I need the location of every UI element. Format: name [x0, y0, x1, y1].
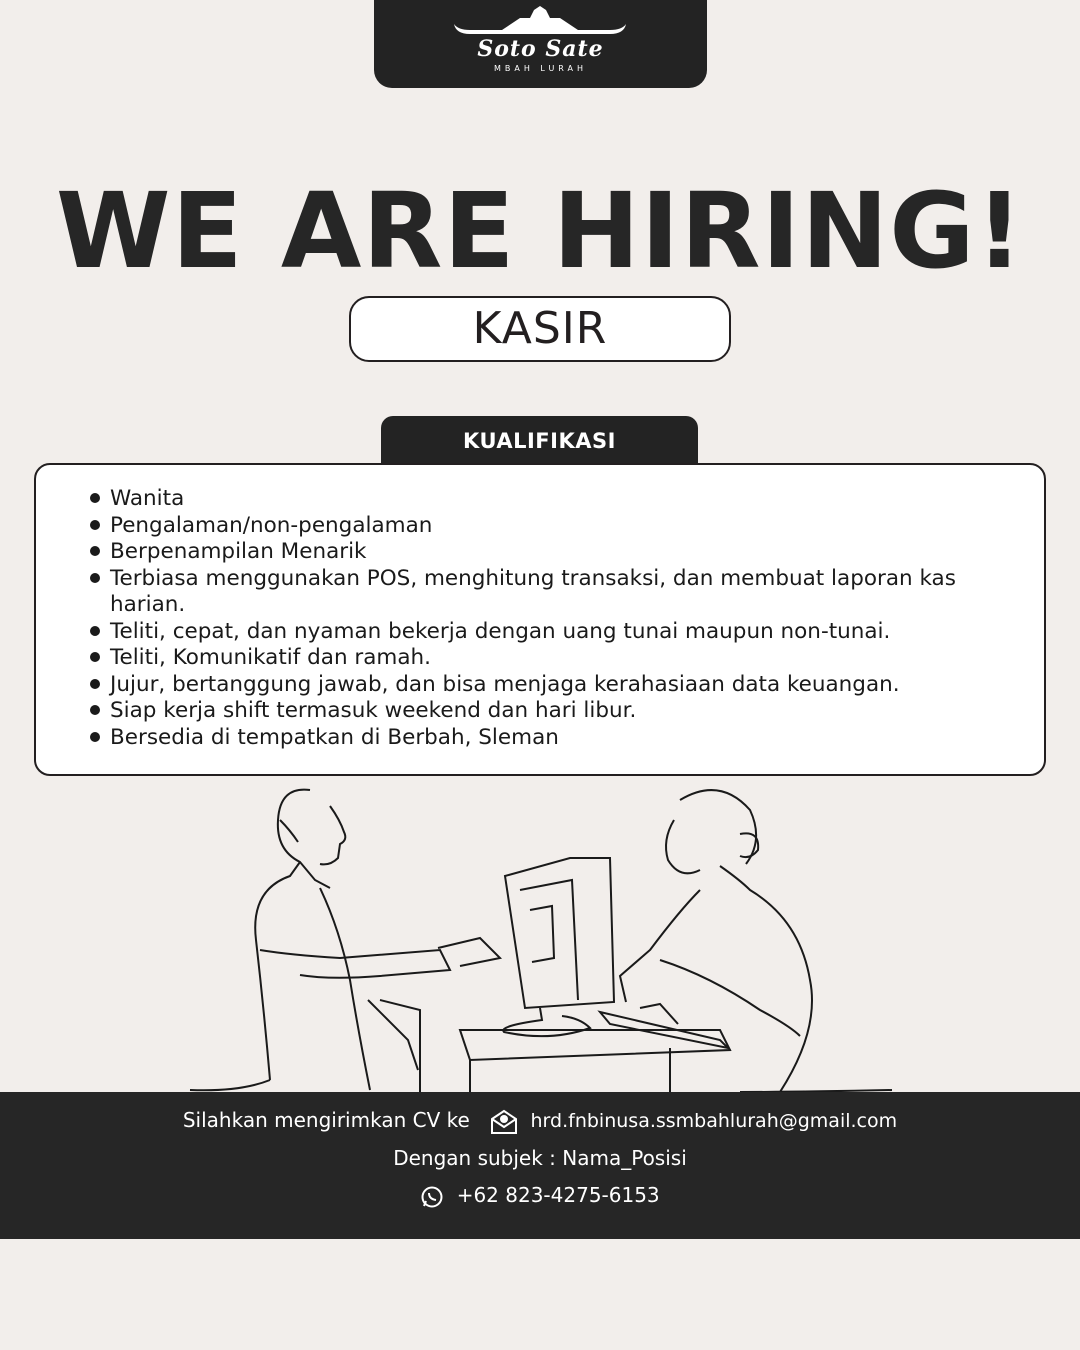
bullet-icon [90, 546, 100, 556]
bullet-icon [90, 732, 100, 742]
qualifications-list [88, 486, 988, 751]
bullet-icon [90, 652, 100, 662]
bullet-icon [90, 493, 100, 503]
whatsapp-icon [420, 1185, 444, 1209]
bullet-icon [90, 626, 100, 636]
qualification-item: Bersedia di tempatkan di Berbah, Sleman [88, 725, 988, 752]
qualifications-box [34, 463, 1046, 776]
cv-row [0, 1108, 1080, 1135]
brand-name: Soto Sate [477, 36, 604, 62]
headline: WE ARE HIRING! [55, 170, 1025, 292]
bullet-icon [90, 520, 100, 530]
qualification-item: Teliti, cepat, dan nyaman bekerja dengan uang tunai maupun non-tunai. [88, 619, 988, 646]
brand-subtitle: MBAH LURAH [493, 64, 588, 73]
qualification-item: Jujur, bertanggung jawab, dan bisa menjaga kerahasiaan data keuangan. [88, 672, 988, 699]
qualification-item: Wanita [88, 486, 988, 513]
qualification-item: Pengalaman/non-pengalaman [88, 513, 988, 540]
cv-instruction: Silahkan mengirimkan CV ke [182, 1108, 470, 1132]
qualification-item: Berpenampilan Menarik [88, 539, 988, 566]
phone-number[interactable]: +62 823-4275-6153 [456, 1183, 660, 1207]
cashier-line-art-illustration [180, 780, 900, 1092]
bullet-icon [90, 573, 100, 583]
brand-logo [374, 0, 707, 88]
qualification-item: Terbiasa menggunakan POS, menghitung transaksi, dan membuat laporan kas harian. [88, 566, 988, 619]
position-title: KASIR [349, 296, 731, 362]
subject-instruction: Dengan subjek : Nama_Posisi [393, 1146, 687, 1170]
qualification-item: Teliti, Komunikatif dan ramah. [88, 645, 988, 672]
envelope-icon [490, 1109, 518, 1135]
email-link[interactable]: hrd.fnbinusa.ssmbahlurah@gmail.com [530, 1110, 898, 1132]
contact-footer [0, 1092, 1080, 1239]
qualifications-title: KUALIFIKASI [381, 416, 698, 466]
qualification-item: Siap kerja shift termasuk weekend dan hari libur. [88, 698, 988, 725]
phone-row [0, 1183, 1080, 1209]
bullet-icon [90, 679, 100, 689]
bullet-icon [90, 705, 100, 715]
